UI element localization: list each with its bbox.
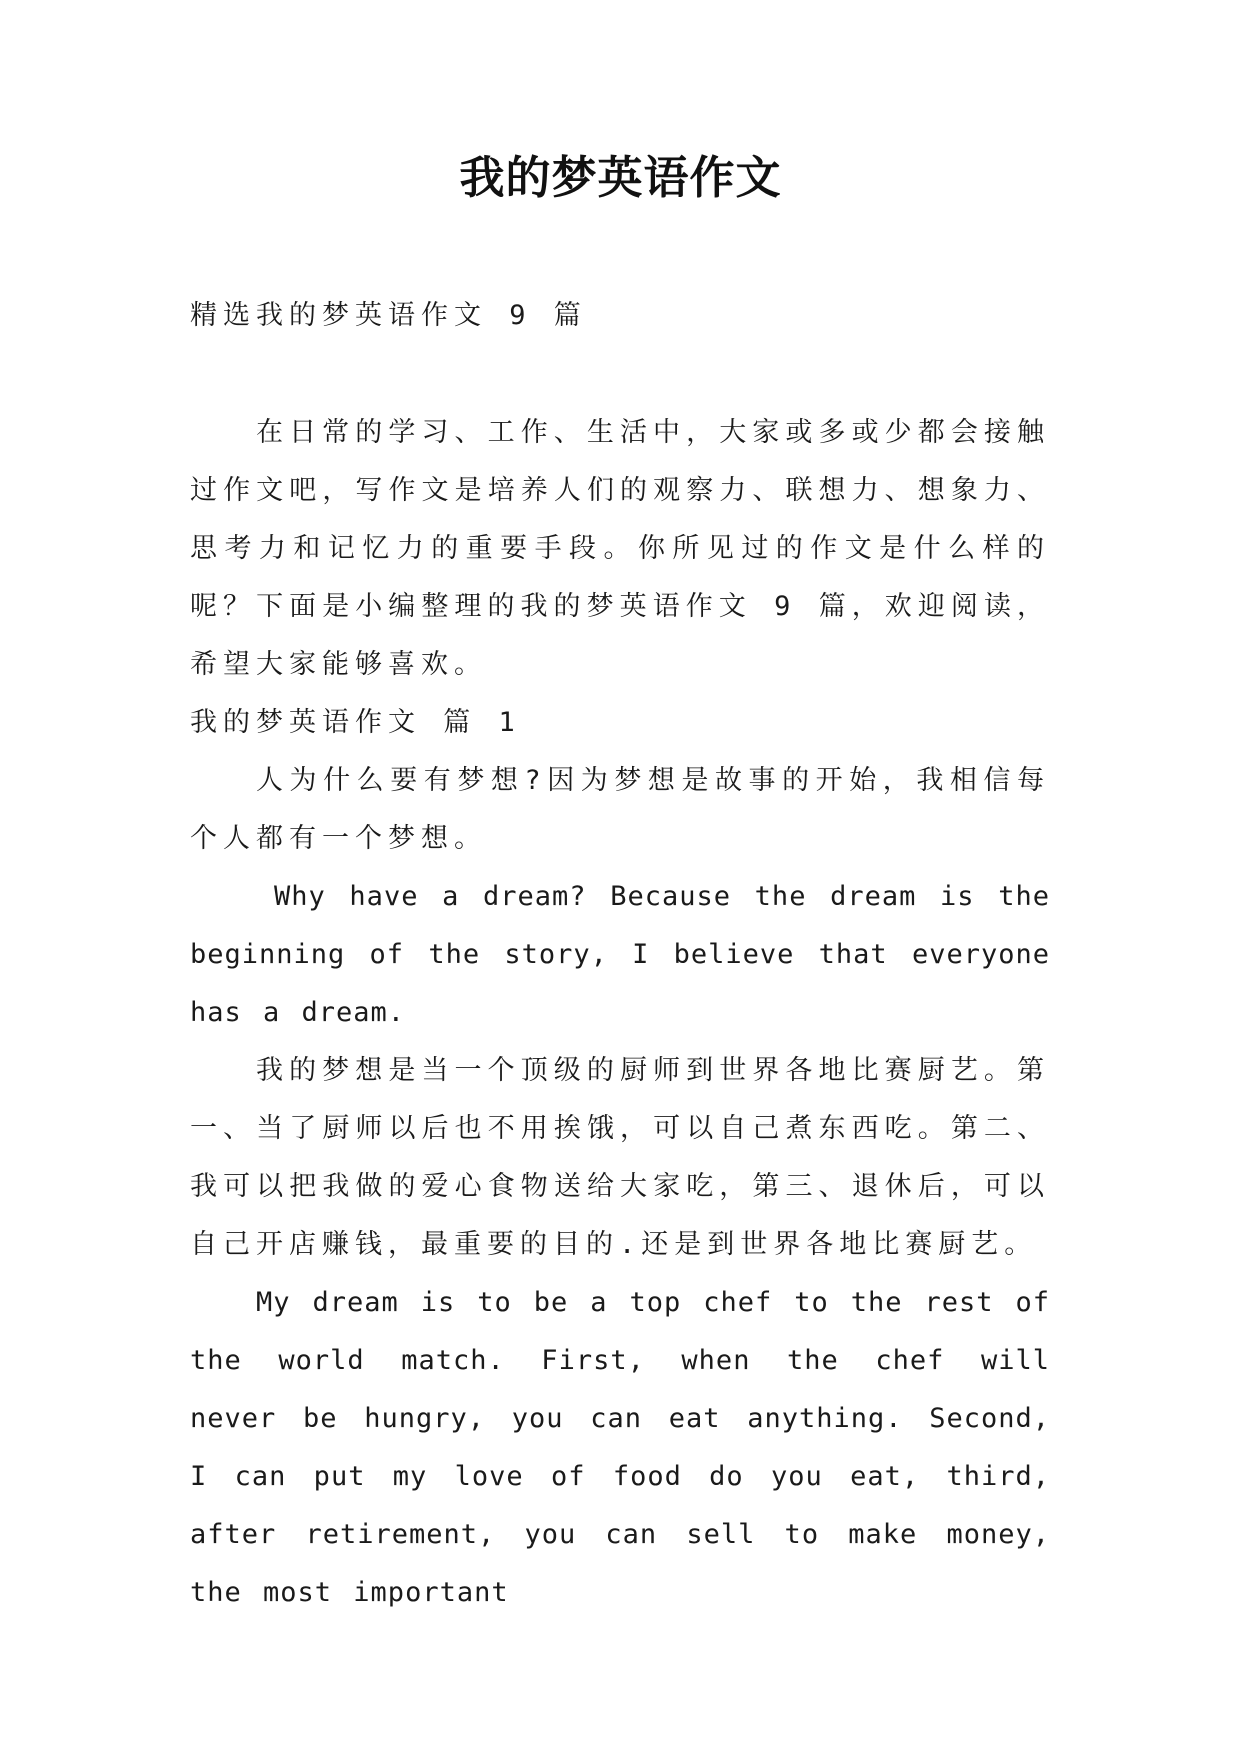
- paragraph-en-2: My dream is to be a top chef to the rest of the world match. First, when the chef will never be hungry, you can eat anything. Second, I can put my love of food do you eat, third, after retirement, you can sell to make money, the most important: [190, 1287, 1050, 1608]
- intro-paragraph: 在日常的学习、工作、生活中，大家或多或少都会接触过作文吧，写作文是培养人们的观察力、联想力、想象力、思考力和记忆力的重要手段。你所见过的作文是什么样的呢？下面是小编整理的我的梦英语作文 9 篇，欢迎阅读，希望大家能够喜欢。: [190, 417, 1050, 680]
- document-subtitle: 精选我的梦英语作文 9 篇: [190, 300, 587, 331]
- document-title: 我的梦英语作文: [459, 151, 782, 204]
- paragraph-en-1: Why have a dream? Because the dream is the beginning of the story, I believe that everyone has a dream.: [190, 881, 1050, 1028]
- section-heading: 我的梦英语作文 篇 1: [190, 707, 521, 738]
- paragraph-zh-1: 人为什么要有梦想?因为梦想是故事的开始，我相信每个人都有一个梦想。: [190, 765, 1050, 854]
- paragraph-zh-2: 我的梦想是当一个顶级的厨师到世界各地比赛厨艺。第一、当了厨师以后也不用挨饿，可以自己煮东西吃。第二、我可以把我做的爱心食物送给大家吃，第三、退休后，可以自己开店赚钱，最重要的目的.还是到世界各地比赛厨艺。: [190, 1055, 1050, 1260]
